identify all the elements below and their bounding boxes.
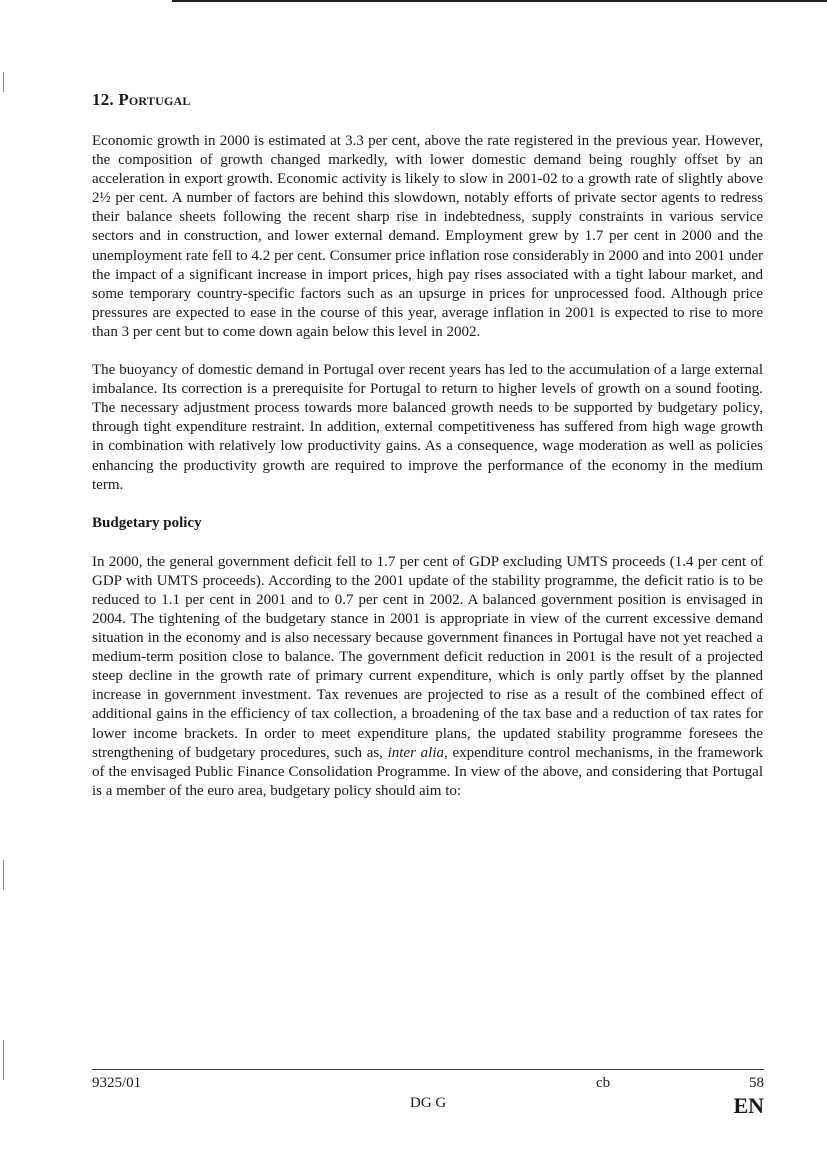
- budgetary-text-part1: In 2000, the general government deficit fell to 1.7 per cent of GDP excluding UMTS proceeds (1.4 per cent of GDP with UMTS proceeds). According to the 2001 update of the stability programme, the deficit ratio is to be reduced to 1.1 per cent in 2001 and to 0.7 per cent in 2002. A balanced government position is envisaged in 2004. The tightening of the budgetary stance in 2001 is appropriate in view of the current excessive demand situation in the economy and is also necessary because government finances in Portugal have not yet reached a medium-term position close to balance. The government deficit reduction in 2001 is the result of a projected steep decline in the growth rate of primary current expenditure, which is only partly offset by the planned increase in government investment. Tax revenues are projected to rise as a result of the combined effect of additional gains in the efficiency of tax collection, a broadening of the tax base and a reduction of tax rates for lower income brackets. In order to meet expenditure plans, the updated stability programme foresees the strengthening of budgetary procedures, such as,: [92, 553, 763, 761]
- document-number: 9325/01: [92, 1075, 142, 1091]
- page-number: 58: [749, 1075, 764, 1091]
- document-body: [92, 88, 763, 820]
- budgetary-text-italic: inter alia: [387, 744, 445, 761]
- margin-mark: [3, 1040, 4, 1080]
- language-code: EN: [733, 1093, 764, 1118]
- budgetary-text-part2: , expenditure control mechanisms, in the framework of the envisaged Public Finance Consolidation Programme. In view of the above, and considering that Portugal is a member of the euro area, budgetary policy should aim to:: [92, 744, 763, 799]
- budgetary-policy-heading: Budgetary policy: [92, 514, 202, 531]
- section-heading: [92, 88, 763, 112]
- page-footer: [92, 1075, 764, 1125]
- margin-mark: [3, 860, 4, 890]
- paragraph-budgetary-policy: [92, 553, 763, 801]
- paragraph-domestic-demand: The buoyancy of domestic demand in Portugal over recent years has led to the accumulation of a large external imbalance. Its correction is a prerequisite for Portugal to return to higher levels of growth on a sound footing. The necessary adjustment process towards more balanced growth needs to be supported by budgetary policy, through tight expenditure restraint. In addition, external competitiveness has suffered from high wage growth in combination with relatively low productivity gains. As a consequence, wage moderation as well as policies enhancing the productivity growth are required to improve the performance of the economy in the medium term.: [92, 362, 763, 493]
- section-title: Portugal: [118, 90, 191, 109]
- footer-rule: [92, 1069, 764, 1070]
- top-rule: [172, 0, 827, 2]
- directorate-label: DG G: [410, 1095, 447, 1111]
- author-initials: cb: [596, 1075, 611, 1091]
- section-number: 12.: [92, 90, 114, 109]
- margin-mark: [3, 72, 4, 92]
- paragraph-economic-growth: Economic growth in 2000 is estimated at 3.3 per cent, above the rate registered in the previous year. However, the composition of growth changed markedly, with lower domestic demand being roughly offset by an acceleration in export growth. Economic activity is likely to slow in 2001-02 to a growth rate of slightly above 2½ per cent. A number of factors are behind this slowdown, notably efforts of private sector agents to redress their balance sheets following the recent sharp rise in indebtedness, supply constraints in various service sectors and in construction, and lower external demand. Employment grew by 1.7 per cent in 2000 and the unemployment rate fell to 4.2 per cent. Consumer price inflation rose considerably in 2000 and into 2001 under the impact of a significant increase in import prices, high pay rises associated with a tight labour market, and some temporary country-specific factors such as an upsurge in prices for unprocessed food. Although price pressures are expected to ease in the course of this year, average inflation in 2001 is expected to rise to more than 3 per cent but to come down again below this level in 2002.: [92, 133, 763, 340]
